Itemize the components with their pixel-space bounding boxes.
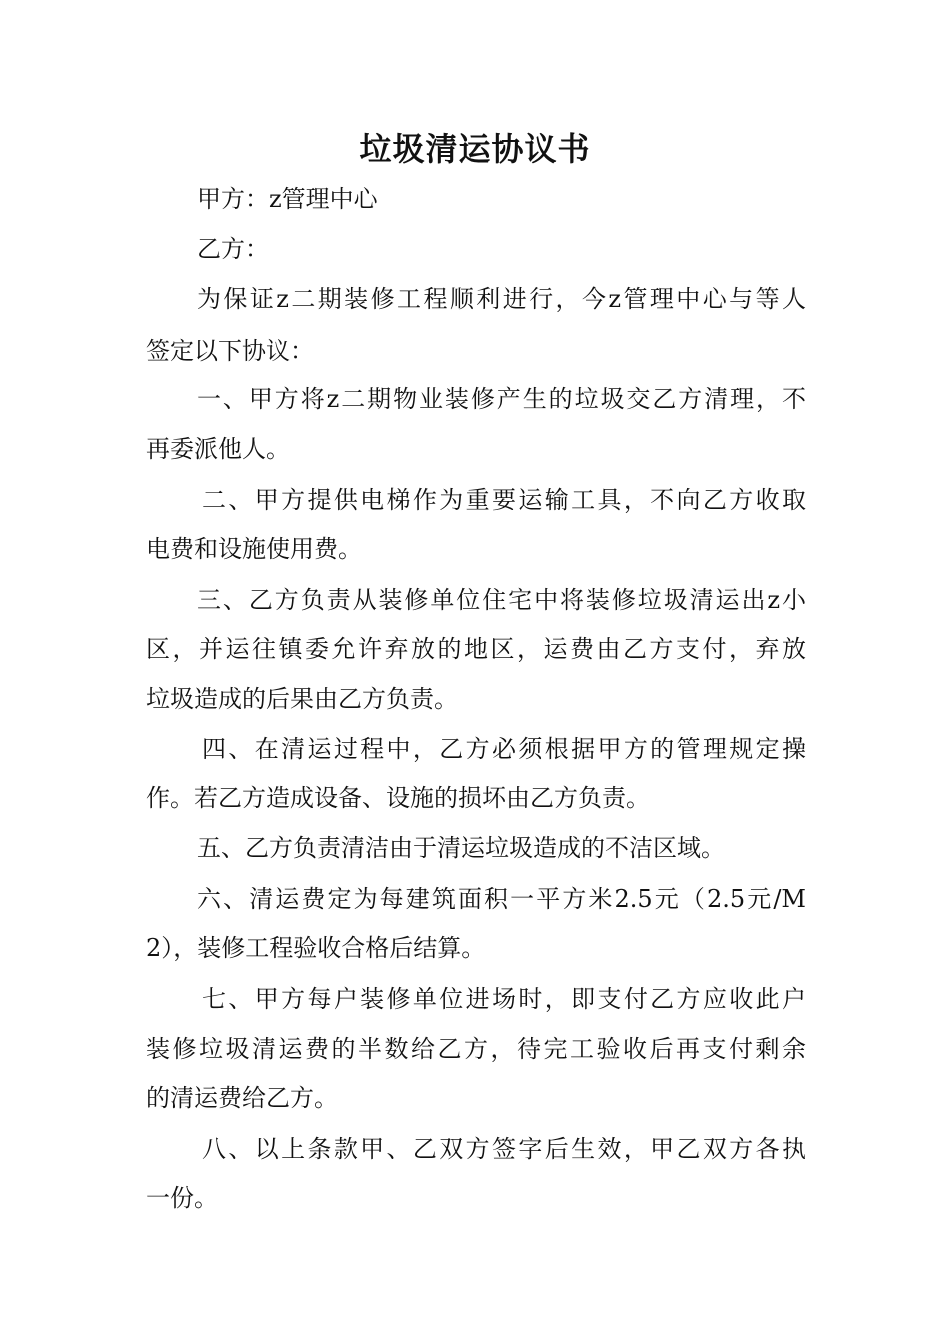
clause-6-line-2: 2），装修工程验收合格后结算。: [146, 934, 486, 962]
clause-2-line-2: 电费和设施使用费。: [146, 535, 362, 563]
party-b-line: 乙方：: [197, 235, 269, 263]
clause-1-line-2: 再委派他人。: [146, 435, 290, 463]
clause-7-line-3: 的清运费给乙方。: [146, 1084, 338, 1112]
clause-2-line-1: 二、甲方提供电梯作为重要运输工具，不向乙方收取: [202, 486, 806, 514]
document-title: 垃圾清运协议书: [359, 130, 591, 168]
clause-3-line-1: 三、乙方负责从装修单位住宅中将装修垃圾清运出z小: [197, 586, 806, 614]
clause-4-line-1: 四、在清运过程中，乙方必须根据甲方的管理规定操: [202, 735, 806, 763]
intro-line-2: 签定以下协议：: [146, 337, 314, 365]
clause-1-line-1: 一、甲方将z二期物业装修产生的垃圾交乙方清理，不: [197, 385, 806, 413]
clause-3-line-2: 区，并运往镇委允许弃放的地区，运费由乙方支付，弃放: [146, 635, 806, 663]
clause-8-line-1: 八、以上条款甲、乙双方签字后生效，甲乙双方各执: [202, 1135, 806, 1163]
clause-7-line-1: 七、甲方每户装修单位进场时，即支付乙方应收此户: [202, 985, 806, 1013]
party-a-line: 甲方：z管理中心: [197, 185, 378, 213]
clause-3-line-3: 垃圾造成的后果由乙方负责。: [146, 685, 458, 713]
intro-line-1: 为保证z二期装修工程顺利进行，今z管理中心与等人: [197, 285, 806, 313]
clause-7-line-2: 装修垃圾清运费的半数给乙方，待完工验收后再支付剩余: [146, 1035, 806, 1063]
clause-6-line-1: 六、清运费定为每建筑面积一平方米2.5元（2.5元/M: [197, 885, 806, 913]
clause-5-line-1: 五、乙方负责清洁由于清运垃圾造成的不洁区域。: [197, 834, 725, 862]
clause-8-line-2: 一份。: [146, 1184, 218, 1212]
clause-4-line-2: 作。若乙方造成设备、设施的损坏由乙方负责。: [146, 784, 650, 812]
